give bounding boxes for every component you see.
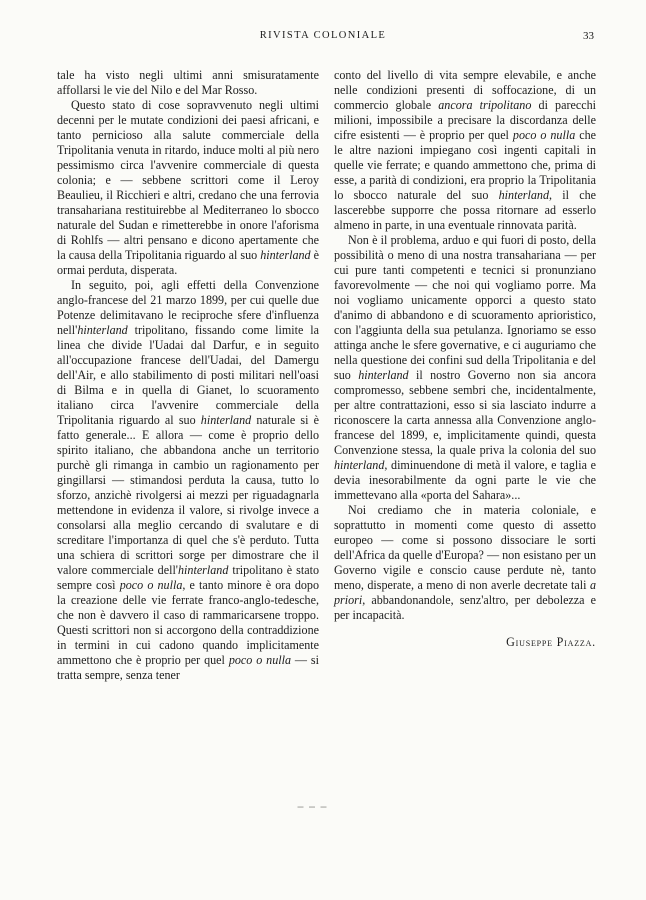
left-column	[57, 68, 319, 683]
running-head	[0, 30, 646, 46]
paragraph: In seguito, poi, agli effetti della Convenzione anglo-francese del 21 marzo 1899, per cui quelle due Potenze delimitavano le reciproche sfere d'influenza nell'hinterland tripolitano, fissando come limite la linea che divide l'Uadai dal Darfur, e in seguito all'occupazione francese dell'Uadai, del Damergu dell'Air, e allo stabilimento di posti militari nell'oasi di Bilma e in quella di Gianet, lo scuoramento italiano circa l'avvenire commerciale della Tripolitania riguardo al suo hinterland naturale si è fatto generale... E allora — come è proprio dello spirito italiano, che abbandona anche un territorio purchè gli rimanga in cambio un ragionamento per gingillarsi — stimandosi perduta la causa, tutto lo sforzo, anzichè rivolgersi ai mezzi per riguadagnarla mettendone in evidenza il valore, si rivolge invece a consolarsi alla meglio cercando di svalutare e di screditare l'importanza di quel che s'è perduto. Tutta una schiera di scrittori sorge per dimostrare che il valore commerciale dell'hinterland tripolitano è stato sempre così poco o nulla, e tanto minore è ora dopo la creazione delle vie ferrate franco-anglo-tedesche, che non è davvero il caso di rammaricarsene troppo. Questi scrittori non si accorgono della contraddizione in termini in cui cadono quando implicitamente ammettono che è proprio per quel poco o nulla — si tratta sempre, senza tener	[57, 278, 320, 682]
paragraph: conto del livello di vita sempre elevabile, e anche nelle condizioni presenti di soffocazione, di un commercio globale ancora tripolitano di parecchi milioni, impossibile a precisare la discordanza delle cifre esistenti — è proprio per quel poco o nulla che le altre nazioni impiegano così ingenti capitali in quelle vie ferrate; e quando ammettono che, prima di esse, a parità di condizioni, era proprio la Tripolitania lo sbocco naturale del suo hinterland, il che lascerebbe supporre che possa ritornare ad esserlo almeno in parte, in una eventuale rinnovata parità.	[334, 68, 597, 232]
paragraph: Questo stato di cose sopravvenuto negli ultimi decenni per le mutate condizioni dei paesi africani, e tanto pernicioso alla salute commerciale della Tripolitania venuta in ritardo, induce molti al più nero pessimismo circa l'avvenire commerciale di questa colonia; e — sebbene scrittori come il Leroy Beaulieu, il Ricchieri e altri, credano che una ferrovia transahariana restituirebbe al Mediterraneo lo sbocco naturale del Sudan e rimetterebbe in onore l'aforisma di Rohlfs — altri pensano e dicono apertamente che la causa della Tripolitania riguardo al suo hinterland è ormai perduta, disperata.	[57, 98, 319, 277]
right-column	[334, 68, 596, 650]
paragraph: Non è il problema, arduo e qui fuori di posto, della possibilità o meno di una nostra transahariana — per cui pure tanti competenti e tecnici si pronunziano favorevolmente — che noi qui vogliamo porre. Ma noi vogliamo unicamente opporci a questo stato d'animo di abbandono e di scuoramento aprioristico, con l'aggiunta della sua petulanza. Ignoriamo se esso attinga anche le sfere governative, e ci auguriamo che nella questione dei confini sud della Tripolitania e del suo hinterland il nostro Governo non sia ancora compromesso, sebbene sembri che, incidentalmente, per altre contrattazioni, esso si sia lasciato indurre a riconoscere la carta annessa alla Convenzione anglo-francese del 1899, e, implicitamente quindi, questa Convenzione stessa, la quale priva la colonia del suo hinterland, diminuendone di metà il valore, e taglia e devia inesorabilmente da ogni parte le vie che immettevano alla «porta del Sahara»...	[334, 233, 597, 502]
page-footer-ornament: ▬ ▬ ▬	[297, 804, 329, 810]
journal-title: RIVISTA COLONIALE	[259, 30, 387, 41]
paragraph: tale ha visto negli ultimi anni smisuratamente affollarsi le vie del Nilo e del Mar Rosso.	[57, 68, 319, 97]
author-signature: Giuseppe Piazza.	[506, 635, 596, 649]
paragraph: Noi crediamo che in materia coloniale, e soprattutto in momenti come questo di assetto europeo — come si possono dissociare le sorti dell'Africa da quelle d'Europa? — non esistano per un Governo vigile e conscio cause perdute nè, tanto meno, disperate, a meno di non averle decretate tali a priori, abbandonandole, senz'altro, per debolezza e per incapacità.	[334, 503, 596, 622]
page-number: 33	[583, 30, 594, 42]
